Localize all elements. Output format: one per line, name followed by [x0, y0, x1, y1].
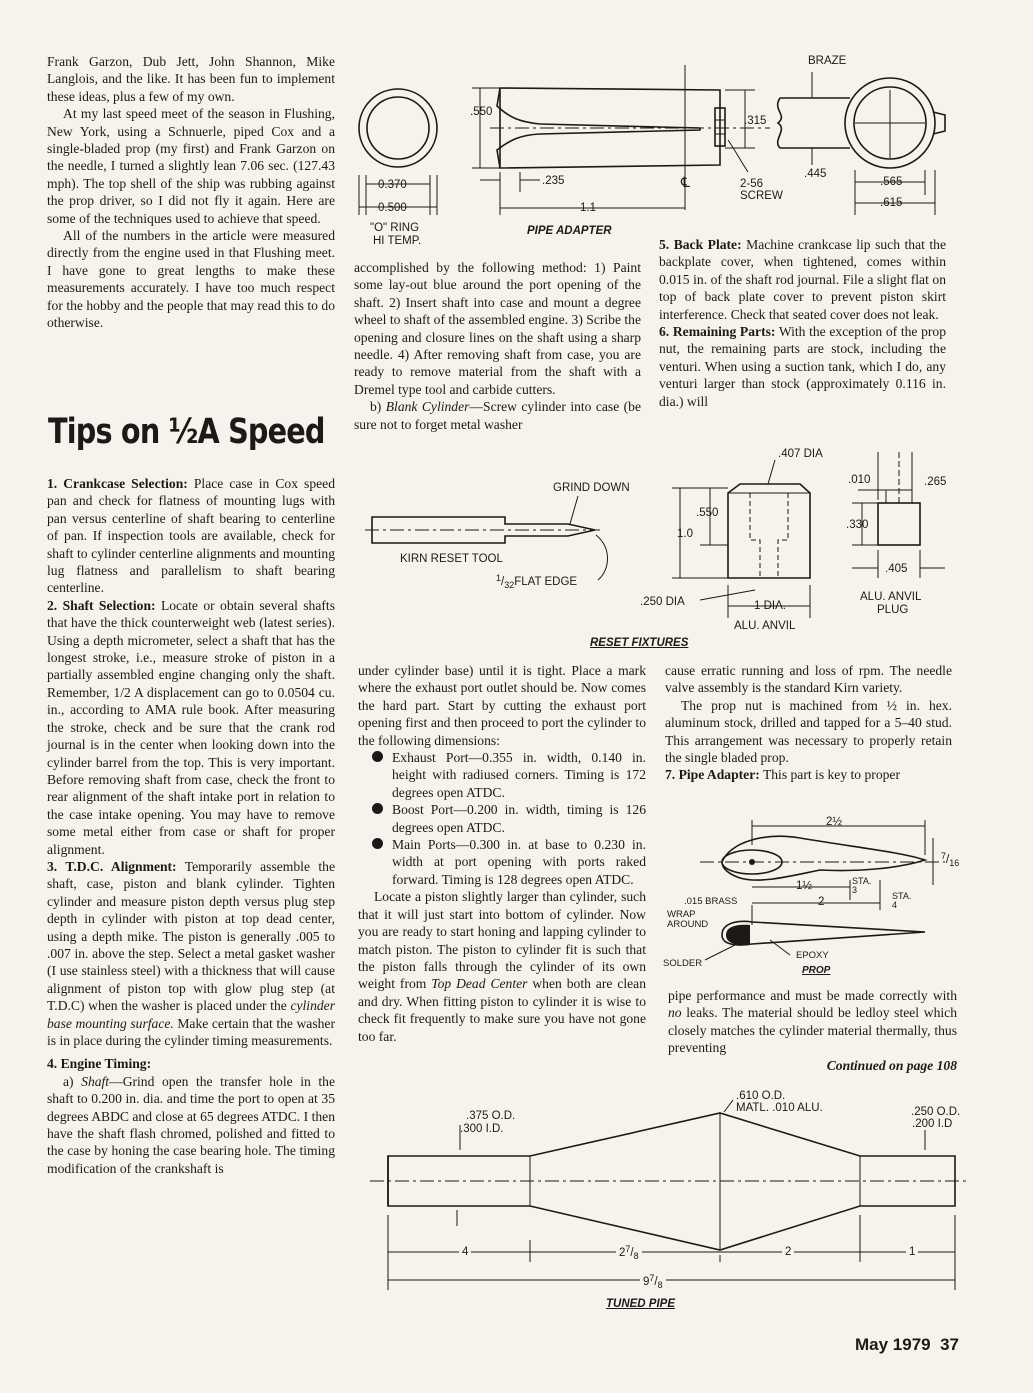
dim-label: ℄: [681, 174, 690, 190]
section-heading: 4. Engine Timing:: [47, 1056, 152, 1072]
list-letter: a): [63, 1073, 82, 1089]
dim-label: AROUND: [667, 919, 709, 930]
section-text: With the exception of the prop nut, the remaining parts are stock, including the venturi. When using a suction tank, which I do, any venturi larger than stock (approximately 0.116 in. dia.) will: [659, 324, 946, 409]
paragraph: under cylinder base) until it is tight. Place a mark where the exhaust port outlet should be. Now comes the hard part. Start by cutting the exhaust port opening first and then proceed to port the cylinder to the following dimensions:: [358, 663, 646, 748]
dim-label: .375 O.D.: [466, 1110, 516, 1122]
dim-label: EPOXY: [796, 950, 829, 961]
section-heading: 5. Back Plate:: [659, 237, 742, 252]
page-footer: [855, 1335, 959, 1355]
figure-caption: TUNED PIPE: [606, 1298, 676, 1310]
section-text: Temporarily assemble the shaft, case, piston and blank cylinder. Tighten cylinder and measure piston depth versus plug step depth in cylinder with piston at top dead center, using a depth mike. The piston is generally .005 to .007 in. above the step. Select a metal gasket washer (I use stainless steel) with a thickness that will cause alignment of piston top with glow plug step (at T.D.C) when the washer is placed under the: [47, 858, 335, 1014]
fraction-denominator: 8: [657, 1280, 663, 1290]
section-text: leaks. The material should be ledloy steel which closely matches the cylinder material thermally, thus preventing: [668, 1005, 957, 1056]
dim-label: .407 DIA: [778, 448, 823, 460]
dim-value: 1: [796, 880, 803, 892]
article-title: Tips on ½A Speed: [48, 412, 325, 452]
emphasis: cylinder base mounting surface.: [47, 998, 335, 1031]
section-heading: 2. Shaft Selection:: [47, 597, 156, 613]
dim-value: 2: [826, 816, 833, 828]
paragraph: At my last speed meet of the season in Flushing, New York, using a Schnuerle, piped Cox and a single-bladed prop (my first) and Frank Garzon on the needle, I turned a slightly lean 7.06 sec. (127.43 mph). The top shell of the ship was rubbing against the prop driver, so I did not fly it again. Here are some of the techniques used to achieve that speed.: [47, 106, 335, 226]
dim-label: PLUG: [877, 604, 909, 616]
section-text: Locate a piston slightly larger than cylinder, such that it will just start into bottom of cylinder. Now you are ready to start honing and lapping cylinder to match piston. The piston to cylinder fit is such that the piston falls through the cylinder of its own weight from: [358, 889, 646, 992]
paragraph: Frank Garzon, Dub Jett, John Shannon, Mike Langlois, and the like. It has been fun to implement these ideas, plus a few of my own.: [47, 54, 335, 104]
dim-label: GRIND DOWN: [553, 482, 630, 494]
emphasis: no: [668, 1005, 682, 1021]
dim-label: .550: [696, 507, 719, 519]
dim-label: 4: [459, 1246, 471, 1258]
dim-label: $9^7/_8$: [640, 1272, 666, 1291]
dim-label: 2-56: [740, 178, 764, 190]
dim-label: 0.500: [378, 202, 407, 214]
dim-label: SCREW: [740, 190, 783, 202]
fraction-denominator: 16: [949, 858, 960, 868]
continued-note: Continued on page 108: [826, 1057, 957, 1073]
section-text: pipe performance and must be made correctly with: [668, 988, 957, 1003]
section-heading: 1. Crankcase Selection:: [47, 476, 188, 491]
emphasis: Blank Cylinder: [385, 399, 470, 415]
dim-label: 1.1: [580, 202, 596, 214]
section-text: —Screw cylinder into case (be sure not to forget metal washer: [354, 399, 642, 432]
section-heading: 7. Pipe Adapter:: [665, 767, 760, 783]
dim-label: 1: [906, 1246, 918, 1258]
dim-label: $^1/_{32}FLAT$ EDGE: [496, 573, 578, 590]
list-letter: b): [370, 399, 386, 415]
issue-date: May 1979: [855, 1335, 931, 1354]
dim-label: $2^7/_8$: [616, 1243, 642, 1262]
paragraph: cause erratic running and loss of rpm. The needle valve assembly is the standard Kirn variety.: [665, 663, 952, 696]
dim-label: .550: [470, 106, 493, 118]
dim-fraction: ½: [802, 880, 812, 892]
dim-label: .405: [885, 563, 908, 575]
section-text: Locate or obtain several shafts that have the thick counterweight web (latest series). Using a depth micrometer, select a shaft that has the longest stroke, i.e., measure stroke of piston in a partially assembled engine changing only the shaft. Remember, 1/2 A displacement can go to 0.0504 cu. in., according to AMA rule book. After measuring the stroke, check and be sure that the crank rod journal is in the center when looking down into the cylinder barrel from the top. This is very important. Before removing shaft from case, check the front to rear alignment of the shaft intake port in relation to the case intake opening. You may have to remove some metal either from case or shaft for proper alignment.: [47, 597, 335, 857]
dim-label: .235: [542, 175, 565, 187]
dim-label: .565: [880, 176, 903, 188]
dim-label: .330: [846, 519, 869, 531]
dim-label: .265: [924, 476, 947, 488]
flat-edge-label: FLAT EDGE: [514, 576, 578, 588]
paragraph: The prop nut is machined from ½ in. hex. aluminum stock, drilled and tapped for a 5–40 stud. This arrangement was necessary to properly retain the single bladed prop.: [665, 697, 952, 766]
dim-label: BRAZE: [808, 55, 847, 67]
section-text: Make certain that the washer is in place during the cylinder timing measurements.: [47, 1015, 335, 1048]
section-heading: 6. Remaining Parts:: [659, 324, 776, 340]
fraction-denominator: 8: [633, 1251, 639, 1261]
dim-label: .300 I.D.: [460, 1123, 504, 1135]
dim-label: .250 O.D.: [911, 1106, 961, 1118]
section-text: Place case in Cox speed pan and check for flatness of mounting lugs with pan versus centerline of shaft bearing to centerline of pan. If inspection tools are available, check for shaft to cylinder centerline alignments and mounting lug flatness and parallelism to shaft bearing centerline.: [47, 476, 336, 596]
fraction-numerator: 7: [625, 1244, 631, 1254]
dim-label: .615: [880, 197, 903, 209]
dim-label: SOLDER: [663, 958, 703, 969]
dim-label: .010: [848, 474, 871, 486]
fraction-numerator: 7: [649, 1273, 655, 1283]
figure-caption: PROP: [802, 965, 831, 976]
dim-label: .250 DIA: [640, 596, 685, 608]
figure-caption: PIPE ADAPTER: [527, 225, 612, 237]
dim-label: 2: [782, 1246, 794, 1258]
dim-label: $^7/_{16}$: [941, 851, 960, 868]
section-heading: 3. T.D.C. Alignment:: [47, 858, 177, 874]
dim-label: ALU. ANVIL: [734, 620, 796, 632]
station-label: STA.: [852, 876, 872, 886]
fraction-numerator: 7: [941, 851, 947, 861]
dim-label: .200 I.D: [912, 1118, 953, 1130]
list-item-text: Boost Port—0.200 in. width, timing is 126 degrees open ATDC.: [392, 802, 646, 835]
fraction-denominator: 32: [504, 580, 515, 590]
dim-label: .610 O.D.: [736, 1090, 786, 1102]
dim-label: WRAP: [667, 909, 696, 920]
section-text: Machine crankcase lip such that the backplate cover, when tightened, comes within 0.015 in. of the shaft rod journal. File a slight flat on top of back plate cover to prevent piston skirt interference. Check that seated cover does not leak.: [659, 237, 947, 322]
paragraph: accomplished by the following method: 1) Paint some lay-out blue around the port opening of the shaft. 2) Insert shaft into case and mount a degree wheel to shaft of the assembled engine. 3) Scribe the opening and closure lines on the shaft using a sharp needle. 4) After removing shaft from case, you are ready to remove material from the shaft with a Dremel type tool and carbide cutters.: [354, 260, 641, 397]
dim-label: MATL. .010 ALU.: [736, 1102, 823, 1114]
dim-value: 2: [619, 1247, 626, 1259]
dim-label: 2: [818, 896, 825, 908]
dim-label: "O" RING: [370, 222, 420, 234]
dim-label: 0.370: [378, 179, 407, 191]
paragraph: All of the numbers in the article were measured directly from the engine used in that Flushing meet. I have gone to great lengths to make these measurements accurately. I have too much respect for the hobby and the people that may read this to do otherwise.: [47, 228, 335, 331]
section-text: —Grind open the transfer hole in the shaft to 0.200 in. dia. and time the port to open at 35 degrees ABDC and close at 65 degrees ATDC. I then have the shaft flash chromed, polished and fitted to the case by honing the case bearing hole. The timing modification of the crankshaft is: [47, 1073, 335, 1176]
station-number: 3: [852, 885, 858, 895]
dim-label: .315: [744, 115, 767, 127]
dim-label: 1 DIA.: [754, 600, 786, 612]
list-item-text: Exhaust Port—0.355 in. width, 0.140 in. height with radiused corners. Timing is 172 degrees open ATDC.: [392, 750, 646, 800]
figure-caption: RESET FIXTURES: [590, 637, 689, 649]
dim-label: .445: [804, 168, 827, 180]
dim-fraction: ½: [832, 816, 842, 828]
dim-label: KIRN RESET TOOL: [400, 553, 503, 565]
section-text: when both are clean and dry. When fitting piston to cylinder it is wise to check fit frequently to make sure you have not gone too far.: [358, 976, 646, 1044]
dim-label: 1.0: [677, 528, 693, 540]
section-text: This part is key to proper: [762, 767, 900, 783]
station-label: STA.: [892, 891, 912, 901]
fraction-numerator: 1: [496, 573, 502, 583]
emphasis: Shaft: [81, 1073, 110, 1089]
station-number: 4: [892, 900, 898, 910]
dim-label: HI TEMP.: [373, 235, 422, 247]
page-number: 37: [940, 1335, 959, 1354]
emphasis: Top Dead Center: [431, 976, 528, 992]
dim-value: 9: [643, 1276, 650, 1288]
dim-label: .015 BRASS: [684, 896, 738, 907]
dim-label: ALU. ANVIL: [860, 591, 922, 603]
list-item-text: Main Ports—0.300 in. at base to 0.230 in. width at port opening with ports raked forward. Timing is 128 degrees open ATDC.: [392, 837, 646, 887]
